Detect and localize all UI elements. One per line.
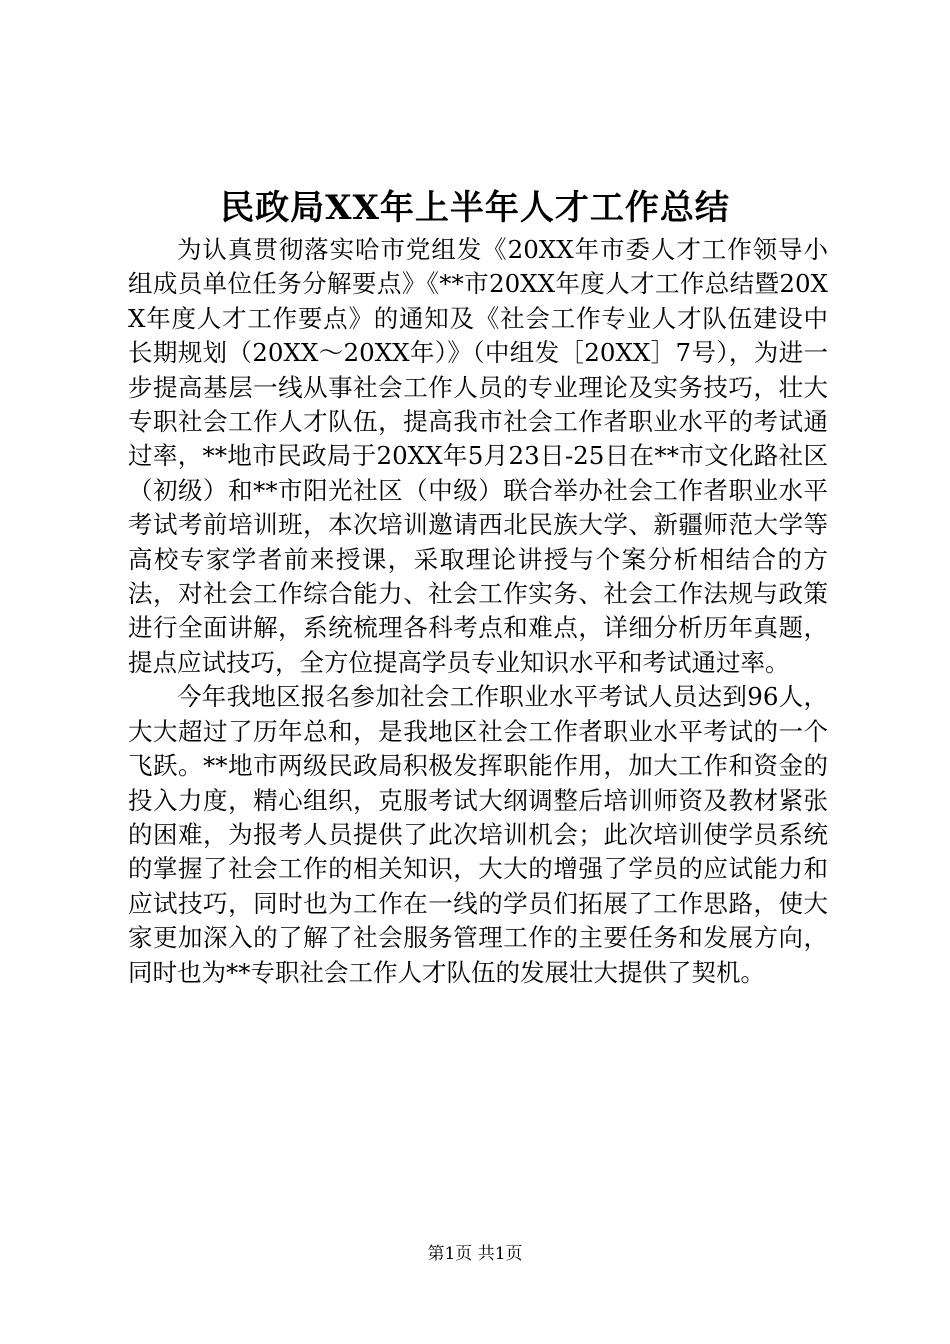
document-title: 民政局XX年上半年人才工作总结 xyxy=(220,188,730,228)
document-body xyxy=(128,233,828,990)
paragraph-1: 为认真贯彻落实哈市党组发《20XX年市委人才工作领导小组成员单位任务分解要点》《**市20XX年度人才工作总结暨20XX年度人才工作要点》的通知及《社会工作专业人才队伍建设中长期规划（20XX～20XX年）》（中组发［20XX］7号），为进一步提高基层一线从事社会工作人员的专业理论及实务技巧，壮大专职社会工作人才队伍，提高我市社会工作者职业水平的考试通过率，**地市民政局于20XX年5月23日-25日在**市文化路社区（初级）和**市阳光社区（中级）联合举办社会工作者职业水平考试考前培训班，本次培训邀请西北民族大学、新疆师范大学等高校专家学者前来授课，采取理论讲授与个案分析相结合的方法，对社会工作综合能力、社会工作实务、社会工作法规与政策进行全面讲解，系统梳理各科考点和难点，详细分析历年真题，提点应试技巧，全方位提高学员专业知识水平和考试通过率。 xyxy=(128,235,828,677)
paragraph-2: 今年我地区报名参加社会工作职业水平考试人员达到96人，大大超过了历年总和，是我地区社会工作者职业水平考试的一个飞跃。**地市两级民政局积极发挥职能作用，加大工作和资金的投入力度，精心组织，克服考试大纲调整后培训师资及教材紧张的困难，为报考人员提供了此次培训机会；此次培训使学员系统的掌握了社会工作的相关知识，大大的增强了学员的应试能力和应试技巧，同时也为工作在一线的学员们拓展了工作思路，使大家更加深入的了解了社会服务管理工作的主要任务和发展方向，同时也为**专职社会工作人才队伍的发展壮大提供了契机。 xyxy=(128,682,828,987)
page-footer: 第1页 共1页 xyxy=(427,1244,523,1264)
